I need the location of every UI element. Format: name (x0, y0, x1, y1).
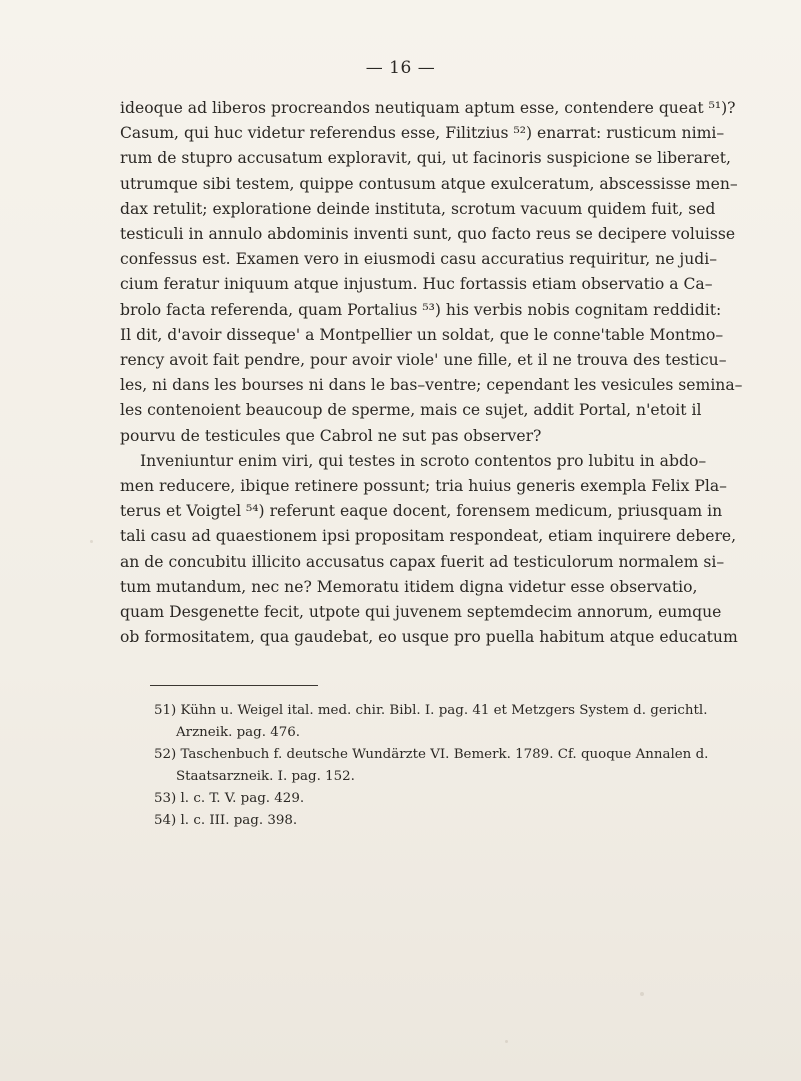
text-line: terus et Voigtel ⁵⁴) referunt eaque docent, forensem medicum, priusquam in (120, 502, 723, 521)
footnote-52-cont: Staatsarzneik. I. pag. 152. (176, 769, 355, 784)
paper-speck (505, 1040, 508, 1043)
text-line: brolo facta referenda, quam Portalius ⁵³) his verbis nobis cognitam reddidit: (120, 300, 722, 319)
text-line: an de concubitu illicito accusatus capax fuerit ad testiculorum normalem si– (120, 552, 725, 571)
text-line: men reducere, ibique retinere possunt; tria huius generis exempla Felix Pla– (120, 477, 727, 496)
main-text (120, 96, 743, 650)
text-line: rum de stupro accusatum exploravit, qui, ut facinoris suspicione se liberaret, (120, 149, 731, 168)
text-line: Inveniuntur enim viri, qui testes in scroto contentos pro lubitu in abdo– (140, 451, 707, 470)
footnote-51: 51) Kühn u. Weigel ital. med. chir. Bibl. I. pag. 41 et Metzgers System d. gerichtl. (154, 703, 708, 718)
text-line: tum mutandum, nec ne? Memoratu itidem digna videtur esse observatio, (120, 577, 698, 596)
text-line: ob formositatem, qua gaudebat, eo usque pro puella habitum atque educatum (120, 628, 738, 647)
text-line: quam Desgenette fecit, utpote qui juvenem septemdecim annorum, eumque (120, 603, 722, 622)
paper-speck (640, 992, 644, 996)
footnote-51-cont: Arzneik. pag. 476. (176, 725, 301, 740)
paper-speck (90, 540, 93, 543)
text-line: Il dit, d'avoir disseque' a Montpellier un soldat, que le conne'table Montmo– (120, 325, 724, 344)
footnotes (154, 700, 709, 832)
footnote-53: 53) l. c. T. V. pag. 429. (154, 791, 305, 806)
text-line: Casum, qui huc videtur referendus esse, Filitzius ⁵²) enarrat: rusticum nimi– (120, 124, 725, 143)
footnote-54: 54) l. c. III. pag. 398. (154, 813, 298, 828)
text-line: testiculi in annulo abdominis inventi sunt, quo facto reus se decipere voluisse (120, 225, 736, 244)
text-line: tali casu ad quaestionem ipsi propositam respondeat, etiam inquirere debere, (120, 527, 737, 546)
text-line: utrumque sibi testem, quippe contusum atque exulceratum, abscessisse men– (120, 174, 738, 193)
text-line: rency avoit fait pendre, pour avoir viole' une fille, et il ne trouva des testicu– (120, 351, 727, 370)
text-line: cium feratur iniquum atque injustum. Huc fortassis etiam observatio a Ca– (120, 275, 713, 294)
page-number: — 16 — (365, 58, 436, 78)
text-line: les, ni dans les bourses ni dans le bas–ventre; cependant les vesicules semina– (120, 376, 743, 395)
footnote-52: 52) Taschenbuch f. deutsche Wundärzte VI. Bemerk. 1789. Cf. quoque Annalen d. (154, 747, 709, 762)
text-line: pourvu de testicules que Cabrol ne sut pas observer? (120, 426, 542, 445)
footnote-divider (150, 685, 318, 686)
text-line: dax retulit; exploratione deinde instituta, scrotum vacuum quidem fuit, sed (120, 199, 716, 218)
text-line: ideoque ad liberos procreandos neutiquam aptum esse, contendere queat ⁵¹)? (120, 99, 736, 117)
text-line: confessus est. Examen vero in eiusmodi casu accuratius requiritur, ne judi– (120, 250, 718, 269)
text-line: les contenoient beaucoup de sperme, mais ce sujet, addit Portal, n'etoit il (120, 401, 702, 420)
